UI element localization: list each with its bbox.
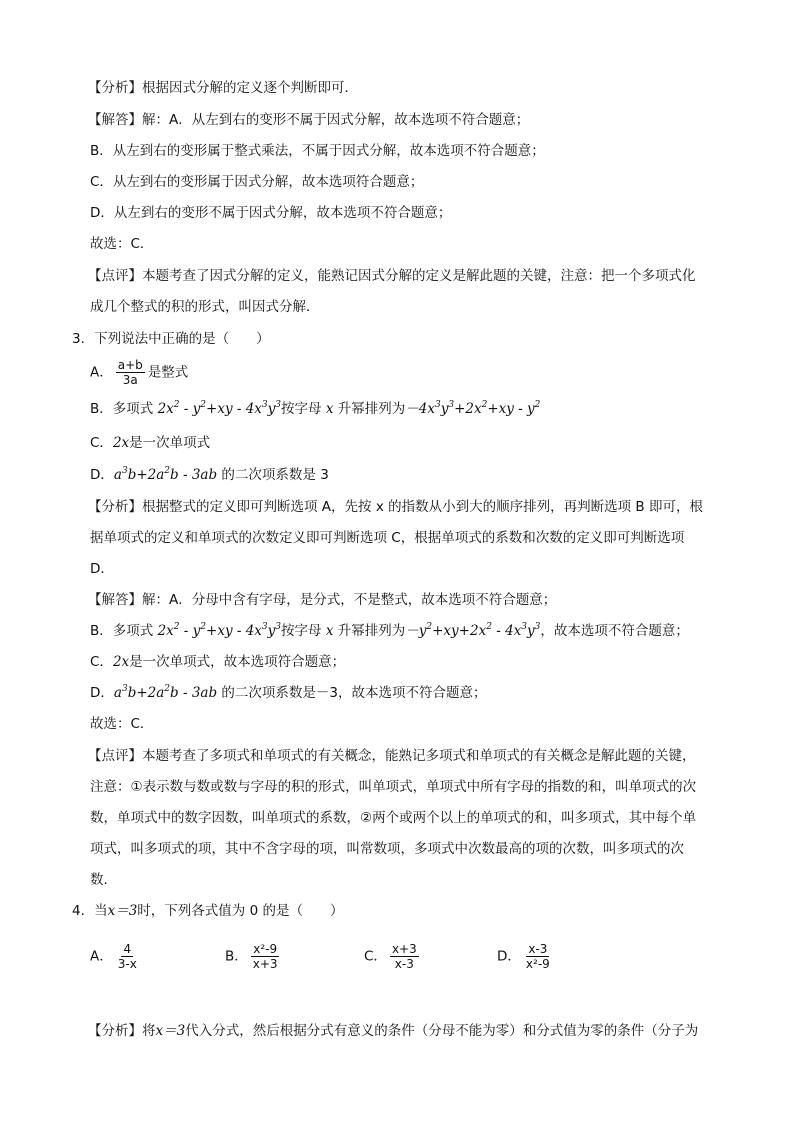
- solution-label: D．: [90, 685, 114, 701]
- fraction: [251, 942, 280, 971]
- q2-solution-b: B．从左到右的变形属于整式乘法，不属于因式分解，故本选项不符合题意；: [90, 143, 545, 159]
- option-text: B．多项式: [90, 401, 154, 417]
- q4-option-b: [225, 942, 283, 971]
- math-expression: x＝3: [155, 1023, 186, 1039]
- q3-solution-d: [90, 683, 487, 703]
- math-expression: $2x^2 - y^2+xy - 4x^3y^3$: [157, 622, 282, 639]
- math-expression: $-4x^3y^3+2x^2+xy - y^2$: [405, 400, 541, 417]
- option-text: 是整式: [147, 364, 189, 381]
- fraction: [524, 942, 552, 971]
- analysis-text: 代入分式，然后根据分式有意义的条件（分母不能为零）和分式值为零的条件（分子为: [185, 1023, 699, 1039]
- fraction-denominator: x+3: [252, 957, 278, 971]
- math-expression: $a^3b+2a^2b - 3ab$: [113, 684, 218, 701]
- q3-option-d: [90, 465, 329, 485]
- solution-text: 的二次项系数是－3，故本选项不符合题意；: [221, 685, 487, 701]
- q3-stem: 3．下列说法中正确的是（ ）: [72, 331, 270, 347]
- stem-text: 4．当: [72, 903, 108, 919]
- solution-text: 升幂排列为: [337, 623, 406, 639]
- q2-comment-2: 成几个整式的积的形式，叫因式分解．: [90, 299, 320, 315]
- option-text: 升幂排列为: [337, 401, 406, 417]
- q2-solution-a: 【解答】解：A．从左到右的变形不属于因式分解，故本选项不符合题意；: [88, 112, 530, 128]
- fraction: [116, 942, 139, 971]
- option-label: C．: [364, 948, 387, 965]
- q3-option-b: [90, 399, 540, 419]
- q2-comment-1: 【点评】本题考查了因式分解的定义，能熟记因式分解的定义是解此题的关键，注意：把一个多项式化: [88, 268, 696, 284]
- solution-text: 是一次单项式，故本选项符合题意；: [129, 654, 346, 670]
- q3-analysis-3: D．: [90, 561, 114, 577]
- q3-solution-b: [90, 621, 689, 641]
- option-label: A．: [90, 948, 113, 965]
- analysis-text: 【分析】将: [88, 1023, 156, 1039]
- fraction-numerator: x-3: [528, 942, 548, 956]
- solution-label: C．: [90, 654, 113, 670]
- q3-comment-5: 数．: [90, 872, 117, 888]
- option-text: 是一次单项式: [129, 435, 211, 451]
- option-text: 按字母: [281, 401, 322, 417]
- q3-comment-4: 项式，叫多项式的项，其中不含字母的项，叫常数项，多项式中次数最高的项的次数，叫多项式的次: [90, 841, 684, 857]
- fraction-denominator: x-3: [394, 957, 414, 971]
- math-variable: x: [325, 623, 334, 639]
- q3-choose: 故选：C．: [90, 716, 154, 732]
- option-label: B．: [225, 948, 248, 965]
- q3-solution-a: 【解答】解：A．分母中含有字母，是分式，不是整式，故本选项不符合题意；: [88, 592, 557, 608]
- option-label: C．: [90, 435, 113, 451]
- option-label: D．: [497, 948, 521, 965]
- q3-comment-3: 数，单项式中的数字因数，叫单项式的系数，②两个或两个以上的单项式的和，叫多项式，其中每个单: [90, 810, 697, 826]
- q3-option-c: [90, 433, 210, 453]
- q2-solution-c: C．从左到右的变形属于因式分解，故本选项符合题意；: [90, 174, 424, 190]
- fraction-numerator: 4: [123, 942, 132, 956]
- q2-choose: 故选：C．: [90, 236, 154, 252]
- fraction-numerator: x²-9: [253, 942, 278, 956]
- q4-option-d: [497, 942, 555, 971]
- fraction-denominator: x²-9: [525, 957, 550, 971]
- math-expression: $a^3b+2a^2b - 3ab$: [113, 466, 218, 483]
- option-text: 的二次项系数是 3: [221, 467, 329, 483]
- q2-solution-d: D．从左到右的变形不属于因式分解，故本选项不符合题意；: [90, 205, 452, 221]
- option-label: D．: [90, 467, 114, 483]
- fraction-denominator: 3-x: [117, 957, 137, 971]
- fraction-denominator: 3a: [122, 373, 138, 387]
- q4-option-c: [364, 942, 422, 971]
- fraction-numerator: a+b: [117, 358, 143, 372]
- fraction: [390, 942, 419, 971]
- q4-stem: [72, 901, 343, 921]
- solution-text: B．多项式: [90, 623, 154, 639]
- stem-text: 时，下列各式值为 0 的是（ ）: [137, 903, 344, 919]
- math-variable: x: [325, 401, 334, 417]
- q3-option-a: [90, 358, 188, 387]
- math-variable: 2x: [112, 654, 130, 670]
- q3-solution-c: [90, 652, 345, 672]
- fraction-numerator: x+3: [391, 942, 417, 956]
- q3-comment-1: 【点评】本题考查了多项式和单项式的有关概念，能熟记多项式和单项式的有关概念是解此题的关键，: [88, 748, 696, 764]
- option-label: A．: [90, 364, 113, 381]
- q4-option-a: [90, 942, 142, 971]
- q4-analysis: [88, 1021, 698, 1041]
- q3-analysis-1: 【分析】根据整式的定义即可判断选项 A，先按 x 的指数从小到大的顺序排列，再判断选项 B 即可，根: [88, 499, 703, 515]
- q3-analysis-2: 据单项式的定义和单项式的次数定义即可判断选项 C，根据单项式的系数和次数的定义即可判断选项: [90, 530, 685, 546]
- math-expression: $-y^2+xy+2x^2 - 4x^3y^3$: [405, 622, 541, 639]
- math-variable: 2x: [112, 435, 130, 451]
- fraction: [116, 358, 145, 387]
- solution-text: 按字母: [281, 623, 322, 639]
- solution-text: ，故本选项不符合题意；: [540, 623, 689, 639]
- math-expression: x＝3: [107, 903, 138, 919]
- q3-comment-2: 注意：①表示数与数或数与字母的积的形式，叫单项式，单项式中所有字母的指数的和，叫单项式的次: [90, 779, 697, 795]
- math-expression: $2x^2 - y^2+xy - 4x^3y^3$: [157, 400, 282, 417]
- q2-analysis: 【分析】根据因式分解的定义逐个判断即可．: [88, 80, 358, 96]
